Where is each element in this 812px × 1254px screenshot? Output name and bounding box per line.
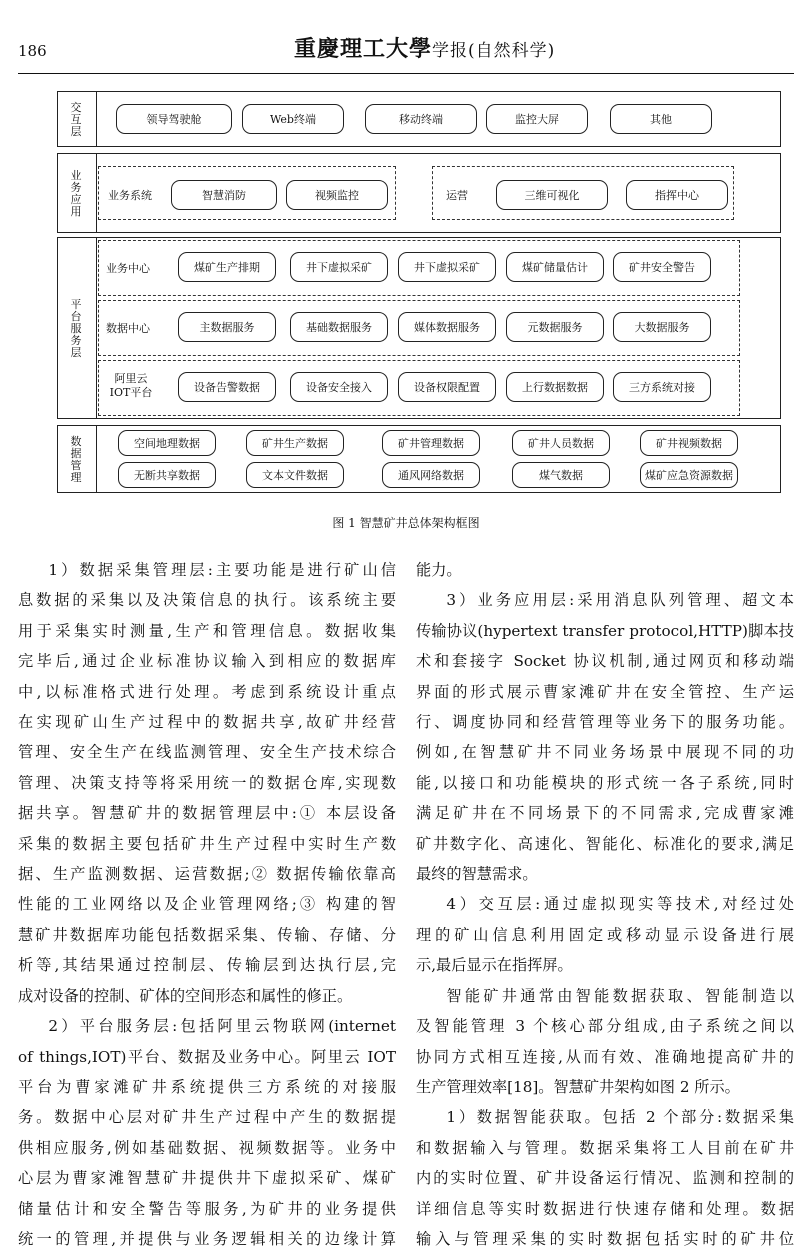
item-smart-fire: 智慧消防: [171, 180, 277, 210]
item-base-data: 基础数据服务: [290, 312, 388, 342]
group-label: 运营: [446, 189, 468, 202]
item-mobile-terminal: 移动终端: [365, 104, 477, 134]
text-line: 管理、决策支持等将采用统一的数据仓库,实现数: [18, 773, 396, 792]
text-line: 慧矿井数据库功能包括数据采集、传输、存储、分: [18, 925, 396, 944]
text-line: 能力。: [416, 561, 462, 579]
layer-label-text: 数据管理: [70, 435, 82, 484]
item-management-data: 矿井管理数据: [382, 430, 480, 456]
layer-label: [58, 154, 97, 232]
text-line: 在实现矿山生产过程中的数据共享,故矿井经营: [18, 713, 396, 732]
text-line: 平台为曹家滩矿井系统提供三方系统的对接服: [18, 1077, 396, 1096]
text-line: 协同方式相互连接,从而有效、准确地提高矿井的: [416, 1047, 794, 1066]
item-spatial-data: 空间地理数据: [118, 430, 216, 456]
text-line: 术和套接字 Socket 协议机制,通过网页和移动端: [416, 652, 794, 671]
item-big-data: 大数据服务: [613, 312, 711, 342]
text-line: 1）数据智能获取。包括 2 个部分:数据采集: [446, 1108, 794, 1127]
text-line: of things,IOT)平台、数据及业务中心。阿里云 IOT: [18, 1047, 396, 1066]
page-header: [18, 32, 804, 68]
layer-label-text: 业务应用: [70, 169, 82, 218]
item-personnel-data: 矿井人员数据: [512, 430, 610, 456]
text-line: 1）数据采集管理层:主要功能是进行矿山信: [48, 561, 396, 579]
item-video-data: 矿井视频数据: [640, 430, 738, 456]
journal-name: 重慶理工大學: [294, 36, 433, 62]
text-line: 心层为曹家滩智慧矿井提供井下虚拟采矿、煤矿: [18, 1169, 396, 1188]
row-label: 数据中心: [106, 322, 150, 335]
text-line: 据共享。智慧矿井的数据管理层中:① 本层设备: [18, 804, 396, 823]
text-line: 界面的形式展示曹家滩矿井在安全管控、生产运: [416, 682, 794, 701]
text-line: 完毕后,通过企业标准协议输入到相应的数据库: [18, 652, 396, 671]
item-command-center: 指挥中心: [626, 180, 728, 210]
text-line: 矿井数字化、高速化、智能化、标准化的要求,满足: [416, 834, 794, 853]
text-line: 生产管理效率[18]。智慧矿井架构如图 2 所示。: [416, 1077, 740, 1096]
page-number: 186: [18, 42, 47, 60]
group-label: 业务系统: [108, 189, 152, 202]
architecture-figure: [57, 91, 781, 491]
text-line: 例如,在智慧矿井不同业务场景中展现不同的功: [416, 743, 794, 762]
item-reserve-estimate: 煤矿储量估计: [506, 252, 604, 282]
text-line: 供相应服务,例如基础数据、视频数据等。业务中: [18, 1138, 396, 1157]
text-line: 理的矿山信息利用固定或移动显示设备进行展: [416, 925, 794, 944]
item-media-data: 媒体数据服务: [398, 312, 496, 342]
item-leader-cockpit: 领导驾驶舱: [116, 104, 232, 134]
item-production-data: 矿井生产数据: [246, 430, 344, 456]
text-line: 管理、安全生产在线监测管理、安全生产技术综合: [18, 743, 396, 762]
layer-interaction: [57, 91, 781, 147]
item-video-monitor: 视频监控: [286, 180, 388, 210]
text-line: 能,以接口和功能模块的形式统一各子系统,同时: [416, 773, 794, 792]
header-rule: [18, 73, 794, 74]
text-line: 3）业务应用层:采用消息队列管理、超文本: [446, 591, 794, 610]
text-line: 示,最后显示在指挥屏。: [416, 956, 573, 975]
item-gas-data: 煤气数据: [512, 462, 610, 488]
text-line: 储量估计和安全警告等服务,为矿井的业务提供: [18, 1199, 396, 1218]
layer-label: [58, 426, 97, 492]
item-device-access: 设备安全接入: [290, 372, 388, 402]
item-3d-visual: 三维可视化: [496, 180, 608, 210]
text-line: 析等,其结果通过控制层、传输层到达执行层,完: [18, 956, 396, 975]
item-device-alarm: 设备告警数据: [178, 372, 276, 402]
text-line: 4）交互层:通过虚拟现实等技术,对经过处: [446, 895, 794, 914]
text-line: 传输协议(hypertext transfer protocol,HTTP)脚本技: [416, 621, 794, 640]
text-line: 满足矿井在不同场景下的不同需求,完成曹家滩: [416, 804, 794, 823]
text-line: 最终的智慧需求。: [416, 865, 538, 884]
item-safety-warning: 矿井安全警告: [613, 252, 711, 282]
item-monitor-screen: 监控大屏: [486, 104, 588, 134]
right-column: [416, 555, 794, 1254]
layer-label-text: 平台服务层: [70, 298, 82, 359]
item-upstream-data: 上行数据数据: [506, 372, 604, 402]
text-line: 详细信息等实时数据进行快速存储和处理。数据: [416, 1199, 794, 1218]
layer-platform-service: [57, 237, 781, 419]
text-line: 成对设备的控制、矿体的空间形态和属性的修正。: [18, 986, 353, 1005]
text-line: 务。数据中心层对矿井生产过程中产生的数据提: [18, 1108, 396, 1127]
layer-business-application: [57, 153, 781, 233]
text-line: 行、调度协同和经营管理等业务下的服务功能。: [416, 713, 794, 732]
row-label: 业务中心: [106, 262, 150, 275]
item-emergency-data: 煤矿应急资源数据: [640, 462, 738, 488]
layer-data-management: [57, 425, 781, 493]
row-label: 阿里云 IOT平台: [109, 372, 153, 399]
item-third-party: 三方系统对接: [613, 372, 711, 402]
item-meta-data: 元数据服务: [506, 312, 604, 342]
figure-caption: 图 1 智慧矿井总体架构框图: [332, 516, 480, 530]
text-line: 及智能管理 3 个核心部分组成,由子系统之间以: [416, 1017, 794, 1036]
journal-title: [294, 32, 555, 63]
layer-label: [58, 238, 97, 418]
text-line: 采集的数据主要包括矿井生产过程中实时生产数: [18, 834, 396, 853]
layer-label: [58, 92, 97, 146]
item-text-file-data: 文本文件数据: [246, 462, 344, 488]
text-line: 智能矿井通常由智能数据获取、智能制造以: [446, 986, 794, 1005]
journal-subtitle: 学报(自然科学): [432, 41, 556, 61]
text-line: 2）平台服务层:包括阿里云物联网(internet: [48, 1017, 396, 1036]
text-line: 统一的管理,并提供与业务逻辑相关的边缘计算: [18, 1229, 396, 1248]
text-line: 用于采集实时测量,生产和管理信息。数据收集: [18, 621, 396, 640]
text-line: 性能的工业网络以及企业管理网络;③ 构建的智: [18, 895, 396, 914]
item-virtual-mining-2: 井下虚拟采矿: [398, 252, 496, 282]
item-virtual-mining: 井下虚拟采矿: [290, 252, 388, 282]
item-device-permission: 设备权限配置: [398, 372, 496, 402]
text-line: 息数据的采集以及决策信息的执行。该系统主要: [18, 591, 396, 610]
text-line: 中,以标准格式进行处理。考虑到系统设计重点: [18, 682, 396, 701]
item-web-terminal: Web终端: [242, 104, 344, 134]
item-ventilation-data: 通风网络数据: [382, 462, 480, 488]
item-other: 其他: [610, 104, 712, 134]
item-shared-data: 无断共享数据: [118, 462, 216, 488]
left-column: [18, 555, 396, 1254]
text-line: 内的实时位置、矿井设备运行情况、监测和控制的: [416, 1169, 794, 1188]
item-production-schedule: 煤矿生产排期: [178, 252, 276, 282]
text-line: 和数据输入与管理。数据采集将工人目前在矿井: [416, 1138, 794, 1157]
item-master-data: 主数据服务: [178, 312, 276, 342]
text-line: 输入与管理采集的实时数据包括实时的矿井位: [416, 1229, 794, 1248]
text-line: 据、生产监测数据、运营数据;② 数据传输依靠高: [18, 865, 396, 884]
layer-label-text: 交互层: [70, 101, 82, 138]
